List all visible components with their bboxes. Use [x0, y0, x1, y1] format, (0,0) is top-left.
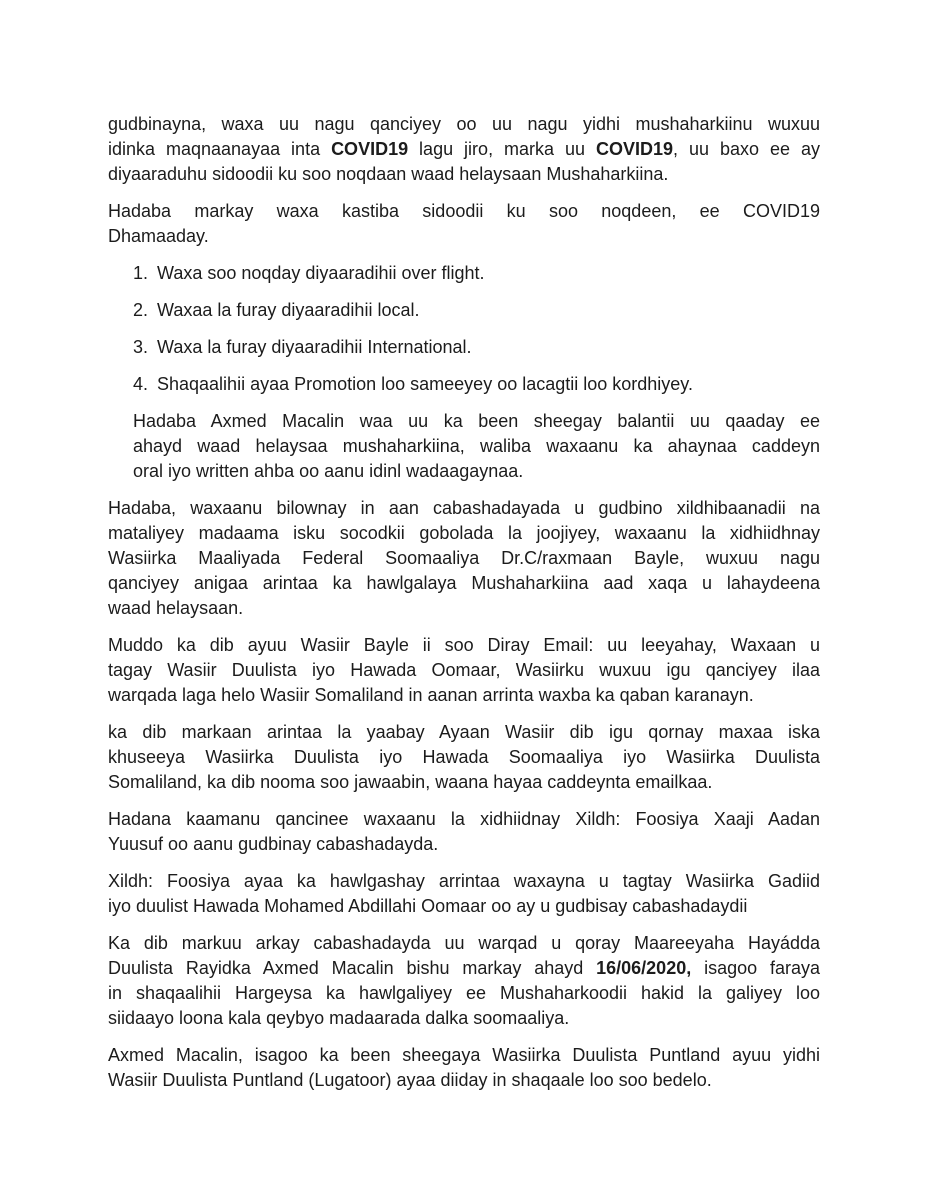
paragraph-line: ahayd waad helaysaa mushaharkiina, waliba waxaanu ka ahaynaa caddeyn	[133, 436, 820, 456]
list-item-number: 4.	[133, 374, 149, 394]
paragraph-line: tagay Wasiir Duulista iyo Hawada Oomaar, Wasiirku wuxuu igu qanciyey ilaa	[108, 660, 820, 680]
paragraph-line: Duulista Rayidka Axmed Macalin bishu markay ahayd 16/06/2020, isagoo faraya	[108, 958, 820, 978]
paragraph-line: qanciyey anigaa arintaa ka hawlgalaya Mushaharkiina aad xaqa u lahaydeena	[108, 573, 820, 593]
paragraph-line: Somaliland, ka dib nooma soo jawaabin, waana hayaa caddeynta emailkaa.	[108, 772, 713, 792]
paragraph	[108, 112, 820, 187]
paragraph-line: Axmed Macalin, isagoo ka been sheegaya Wasiirka Duulista Puntland ayuu yidhi	[108, 1045, 820, 1065]
paragraph	[108, 807, 820, 857]
paragraph-line: Xildh: Foosiya ayaa ka hawlgashay arrintaa waxayna u tagtay Wasiirka Gadiid	[108, 871, 820, 891]
paragraph	[108, 199, 820, 249]
list-item	[108, 335, 820, 360]
paragraph	[108, 496, 820, 621]
paragraph-line: gudbinayna, waxa uu nagu qanciyey oo uu nagu yidhi mushaharkiinu wuxuu	[108, 114, 820, 134]
list-item-number: 2.	[133, 300, 149, 320]
list-item	[108, 372, 820, 397]
list-item	[108, 261, 820, 286]
paragraph	[133, 409, 820, 484]
paragraph-line: Hadaba Axmed Macalin waa uu ka been sheegay balantii uu qaaday ee	[133, 411, 820, 431]
paragraph-line: Hadaba markay waxa kastiba sidoodii ku soo noqdeen, ee COVID19	[108, 201, 820, 221]
paragraph	[108, 1043, 820, 1093]
list-item-number: 3.	[133, 337, 149, 357]
paragraph	[108, 869, 820, 919]
paragraph-line: idinka maqnaanayaa inta COVID19 lagu jiro, marka uu COVID19, uu baxo ee ay	[108, 139, 821, 159]
paragraph	[108, 931, 820, 1031]
paragraph-line: oral iyo written ahba oo aanu idinl wadaagaynaa.	[133, 461, 524, 481]
list-item-text: Shaqaalihii ayaa Promotion loo sameeyey oo lacagtii loo kordhiyey.	[157, 374, 693, 394]
paragraph-line: Yuusuf oo aanu gudbinay cabashadayda.	[108, 834, 439, 854]
paragraph-line: Wasiir Duulista Puntland (Lugatoor) ayaa diiday in shaqaale loo soo bedelo.	[108, 1070, 712, 1090]
list-item-text: Waxa soo noqday diyaaradihii over flight.	[157, 263, 485, 283]
paragraph-line: Ka dib markuu arkay cabashadayda uu warqad u qoray Maareeyaha Hayádda	[108, 933, 820, 953]
paragraph	[108, 720, 820, 795]
paragraph-line: Muddo ka dib ayuu Wasiir Bayle ii soo Diray Email: uu leeyahay, Waxaan u	[108, 635, 820, 655]
paragraph	[108, 633, 820, 708]
list-item-number: 1.	[133, 263, 149, 283]
paragraph-line: waad helaysaan.	[108, 598, 244, 618]
paragraph-line: siidaayo loona kala qeybyo madaarada dalka soomaaliya.	[108, 1008, 570, 1028]
list-item	[108, 298, 820, 323]
paragraph-line: Hadaba, waxaanu bilownay in aan cabashadayada u gudbino xildhibaanadii na	[108, 498, 820, 518]
paragraph-line: diyaaraduhu sidoodii ku soo noqdaan waad helaysaan Mushaharkiina.	[108, 164, 669, 184]
paragraph-line: Dhamaaday.	[108, 226, 209, 246]
paragraph-line: in shaqaalihii Hargeysa ka hawlgaliyey ee Mushaharkoodii hakid la galiyey loo	[108, 983, 820, 1003]
paragraph-line: ka dib markaan arintaa la yaabay Ayaan Wasiir dib igu qornay maxaa iska	[108, 722, 820, 742]
document-content	[108, 112, 820, 1105]
list-item-text: Waxa la furay diyaaradihii International.	[157, 337, 472, 357]
paragraph-line: khuseeya Wasiirka Duulista iyo Hawada Soomaaliya iyo Wasiirka Duulista	[108, 747, 820, 767]
bold-text: COVID19	[596, 139, 674, 159]
bold-text: 16/06/2020,	[596, 958, 692, 978]
paragraph-line: Wasiirka Maaliyada Federal Soomaaliya Dr.C/raxmaan Bayle, wuxuu nagu	[108, 548, 820, 568]
paragraph-line: iyo duulist Hawada Mohamed Abdillahi Oomaar oo ay u gudbisay cabashadaydii	[108, 896, 748, 916]
paragraph-line: mataliyey madaama isku socodkii gobolada la joojiyey, waxaanu la xidhiidhnay	[108, 523, 820, 543]
bold-text: COVID19	[331, 139, 409, 159]
paragraph-line: warqada laga helo Wasiir Somaliland in aanan arrinta waxba ka qaban karanayn.	[108, 685, 754, 705]
list-item-text: Waxaa la furay diyaaradihii local.	[157, 300, 420, 320]
paragraph-line: Hadana kaamanu qancinee waxaanu la xidhiidnay Xildh: Foosiya Xaaji Aadan	[108, 809, 820, 829]
